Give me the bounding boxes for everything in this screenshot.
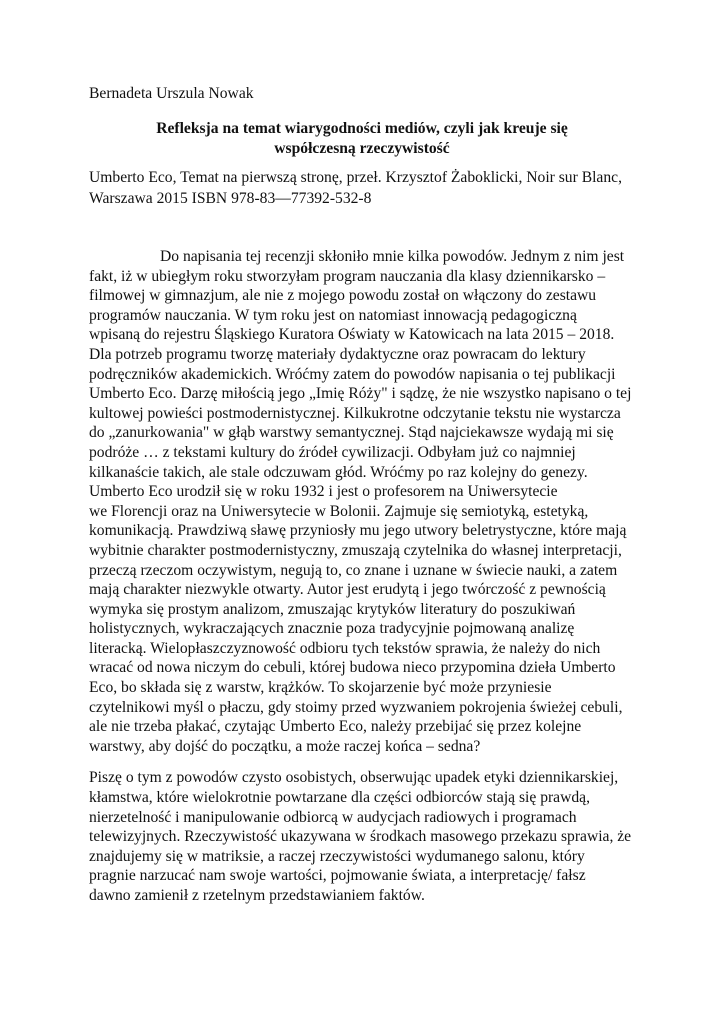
text-line: mają charakter niezwykle otwarty. Autor jest erudytą i jego twórczość z pewnością xyxy=(89,581,606,599)
paragraph-2 xyxy=(89,768,649,905)
text-line: fakt, iż w ubiegłym roku stworzyłam program nauczania dla klasy dziennikarsko – xyxy=(89,267,606,285)
review-body xyxy=(89,247,649,906)
paragraph-1 xyxy=(89,247,649,756)
text-line: podróże … z tekstami kultury do źródeł cywilizacji. Odbyłam już co najmniej xyxy=(89,443,576,461)
text-line: Do napisania tej recenzji skłoniło mnie kilka powodów. Jednym z nim jest xyxy=(160,248,625,265)
text-line: Umberto Eco. Darzę miłością jego „Imię Róży" i sądzę, że nie wszystko napisano o tej xyxy=(89,385,632,403)
text-line: podręczników akademickich. Wróćmy zatem do powodów napisania o tej publikacji xyxy=(89,365,616,383)
citation-line: Warszawa 2015 ISBN 978-83—77392-532-8 xyxy=(89,189,372,207)
text-line: programów nauczania. W tym roku jest on natomiast innowacją pedagogiczną xyxy=(89,306,577,324)
text-line: wybitnie charakter postmodernistyczny, zmuszają czytelnika do własnej interpretacji, xyxy=(89,541,622,559)
text-line: dawno zamienił z rzetelnym przedstawianiem faktów. xyxy=(89,887,425,904)
text-line: Umberto Eco urodził się w roku 1932 i jest o profesorem na Uniwersytecie xyxy=(89,483,558,501)
text-line: do „zanurkowania" w głąb warstwy semantycznej. Stąd najciekawsze wydają mi się xyxy=(89,424,614,442)
title-line: współczesną rzeczywistość xyxy=(274,140,450,157)
text-line: znajdujemy się w matriksie, a raczej rzeczywistości wydumanego salonu, który xyxy=(89,847,585,865)
citation-line: Umberto Eco, Temat na pierwszą stronę, przeł. Krzysztof Żaboklicki, Noir sur Blanc, xyxy=(89,169,622,186)
text-line: wymyka się prostym analizom, zmuszając krytyków literatury do poszukiwań xyxy=(89,600,576,618)
text-line: ale nie trzeba płakać, czytając Umberto Eco, należy przebijać się przez kolejne xyxy=(89,718,582,736)
text-line: czytelnikowi myśl o płaczu, gdy stoimy przed wyzwaniem pokrojenia świeżej cebuli, xyxy=(89,698,623,716)
text-line: przeczą rzeczom oczywistym, negują to, co znane i uznane w świecie nauki, a zatem xyxy=(89,561,618,579)
title-line: Refleksja na temat wiarygodności mediów, czyli jak kreuje się xyxy=(156,120,568,137)
text-line: we Florencji oraz na Uniwersytecie w Bolonii. Zajmuje się semiotyką, estetyką, xyxy=(89,502,589,520)
text-line: pragnie narzucać nam swoje wartości, pojmowanie świata, a interpretację/ fałsz xyxy=(89,867,586,885)
book-citation xyxy=(89,168,649,209)
text-line: komunikacją. Prawdziwą sławę przyniosły mu jego utwory beletrystyczne, które mają xyxy=(89,522,627,540)
text-line: Piszę o tym z powodów czysto osobistych, obserwując upadek etyki dziennikarskiej, xyxy=(89,769,619,787)
author-name: Bernadeta Urszula Nowak xyxy=(89,85,254,102)
text-line: nierzetelność i manipulowanie odbiorcą w audycjach radiowych i programach xyxy=(89,808,577,826)
text-line: kultowej powieści postmodernistycznej. Kilkukrotne odczytanie tekstu nie wystarcza xyxy=(89,404,621,422)
text-line: literacką. Wielopłaszczyznowość odbioru tych tekstów sprawia, że należy do nich xyxy=(89,639,601,657)
text-line: kilkanaście takich, ale stale odczuwam głód. Wróćmy po raz kolejny do genezy. xyxy=(89,463,588,481)
text-line: Dla potrzeb programu tworzę materiały dydaktyczne oraz powracam do lektury xyxy=(89,345,586,363)
document-title xyxy=(89,119,635,159)
text-line: telewizyjnych. Rzeczywistość ukazywana w środkach masowego przekazu sprawia, że xyxy=(89,828,632,846)
text-line: holistycznych, wykraczających znacznie poza tradycyjnie pojmowaną analizę xyxy=(89,620,575,638)
text-line: warstwy, aby dojść do początku, a może raczej końca – sedna? xyxy=(89,737,481,755)
text-line: wracać od nowa niczym do cebuli, której budowa nieco przypomina dzieła Umberto xyxy=(89,659,616,677)
text-line: Eco, bo składa się z warstw, krążków. To skojarzenie być może przyniesie xyxy=(89,679,552,697)
text-line: wpisaną do rejestru Śląskiego Kuratora Oświaty w Katowicach na lata 2015 – 2018. xyxy=(89,326,615,344)
text-line: filmowej w gimnazjum, ale nie z mojego powodu został on włączony do zestawu xyxy=(89,287,597,305)
text-line: kłamstwa, które wielokrotnie powtarzane dla części odbiorców stają się prawdą, xyxy=(89,789,590,807)
